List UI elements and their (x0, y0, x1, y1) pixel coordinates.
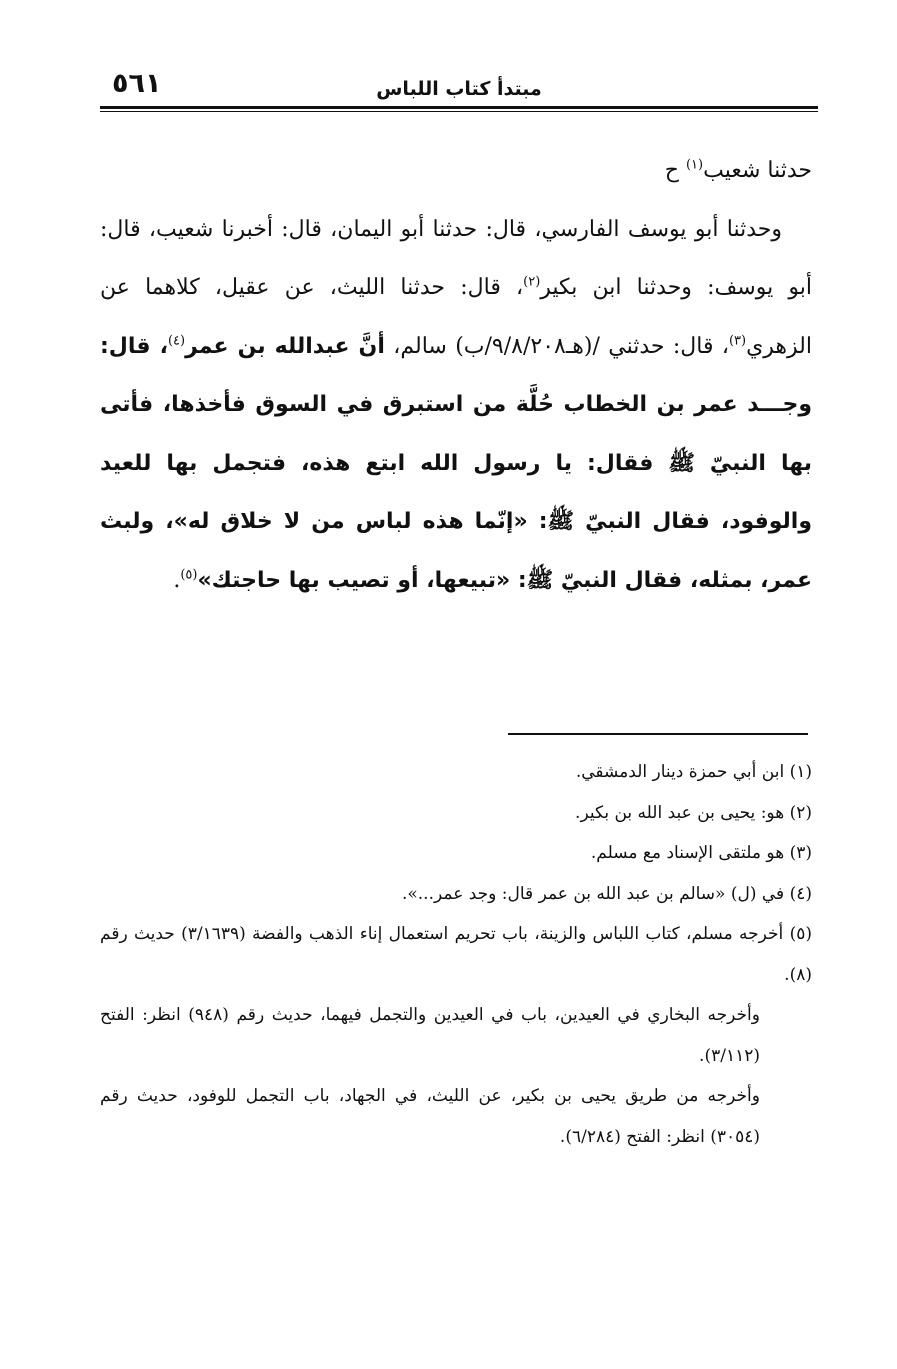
paragraph-2 (100, 201, 812, 611)
text-run: ، قال: حدثنا الليث، عن عقيل، كلاهما عن الزهري (100, 275, 812, 359)
text-run: وحدثنا أبو يوسف الفارسي، قال: حدثنا أبو اليمان، قال: أخبرنا شعيب، قال: أبو يوسف: وحدثنا ابن بكير (100, 216, 812, 300)
header-rule (100, 106, 818, 112)
footnote-3: (٣) هو ملتقى الإسناد مع مسلم. (590, 843, 812, 863)
footnote-marker-2: (٢) (523, 274, 541, 290)
main-text (100, 142, 812, 610)
footnote-separator (508, 733, 808, 735)
footnote-marker-3: (٣) (728, 333, 747, 349)
footnote-1: (١) ابن أبي حمزة دينار الدمشقي. (575, 762, 812, 782)
page-header (100, 66, 818, 112)
hadith-text: ، قال: وجـــد عمر بن الخطاب حُلَّة من استبرق في السوق فأخذها، فأتى بها النبيّ ﷺ فقال: يا رسول الله ابتع هذه، فتجمل بها للعيد والوفود، فقال النبيّ ﷺ: «إنّما هذه لباس من لا خلاق له»، ولبث عمر، بمثله، فقال النبيّ ﷺ: «تبيعها، أو تصيب بها حاجتك» (100, 333, 812, 593)
text-run: . (173, 567, 181, 593)
text-run: ، قال: حدثني /(هـ٩/٨/٢٠٨/ب) سالم، (384, 333, 729, 359)
text-run: ح (664, 158, 686, 183)
footnote-marker-1: (١) (685, 157, 704, 173)
running-title: مبتدأ كتاب اللباس (376, 78, 542, 100)
footnote-marker-4: (٤) (167, 333, 186, 349)
footnote-marker-5: (٥) (180, 567, 198, 583)
footnote-5-continuation: وأخرجه من طريق يحيى بن بكير، عن الليث، في الجهاد، باب التجمل للوفود، حديث رقم (٣٠٥٤) انظر: الفتح (٦/٢٨٤). (100, 1086, 760, 1147)
text-run: حدثنا شعيب (703, 158, 812, 183)
paragraph-1 (100, 142, 812, 201)
footnote-4: (٤) في (ل) «سالم بن عبد الله بن عمر قال: وجد عمر...». (401, 883, 812, 904)
footnote-5: (٥) أخرجه مسلم، كتاب اللباس والزينة، باب تحريم استعمال إناء الذهب والفضة (٣/١٦٣٩) حديث رقم (٨). (100, 924, 812, 985)
footnote-2: (٢) هو: يحيى بن عبد الله بن بكير. (575, 802, 812, 823)
footnotes (100, 752, 812, 1157)
footnote-5-continuation: وأخرجه البخاري في العيدين، باب في العيدين والتجمل فيهما، حديث رقم (٩٤٨) انظر: الفتح (٣/١١٢). (100, 1005, 760, 1066)
page-number: ٥٦١ (112, 68, 162, 99)
hadith-text: أنَّ عبدالله بن عمر (185, 333, 385, 359)
